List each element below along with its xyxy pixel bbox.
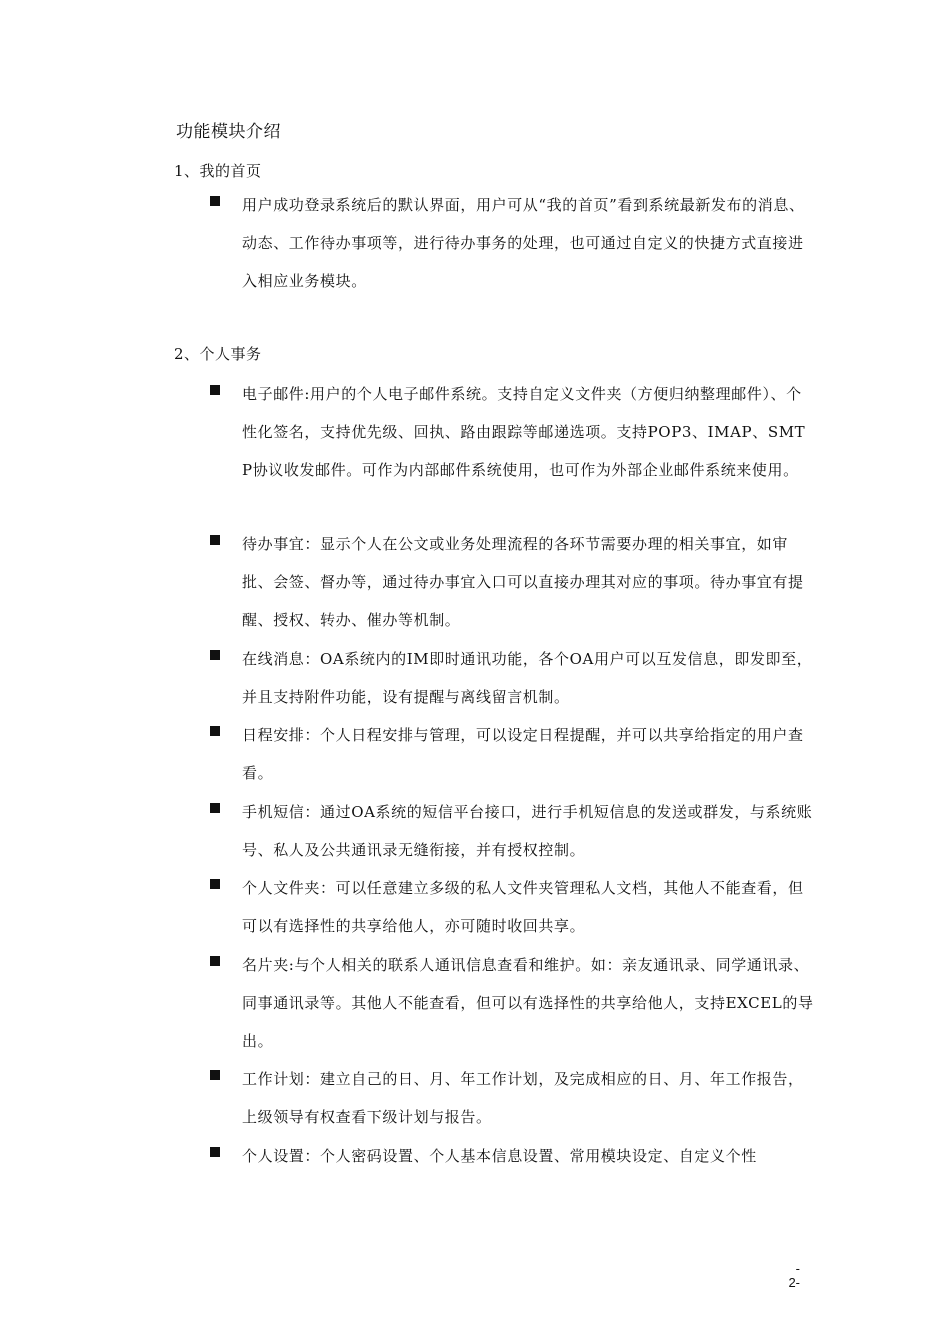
square-bullet-icon xyxy=(210,803,220,813)
list-item-text: 个人设置：个人密码设置、个人基本信息设置、常用模块设定、自定义个性 xyxy=(242,1147,757,1165)
list-item-personal-settings xyxy=(210,1137,810,1175)
list-item-text: 手机短信：通过OA系统的短信平台接口，进行手机短信息的发送或群发，与系统账号、私人及公共通讯录无缝衔接，并有授权控制。 xyxy=(242,803,813,859)
list-item-text: 用户成功登录系统后的默认界面，用户可从“我的首页”看到系统最新发布的消息、动态、工作待办事项等，进行待办事务的处理，也可通过自定义的快捷方式直接进入相应业务模块。 xyxy=(242,196,805,290)
list-item-text: 名片夹:与个人相关的联系人通讯信息查看和维护。如：亲友通讯录、同学通讯录、同事通讯录等。其他人不能查看，但可以有选择性的共享给他人，支持EXCEL的导出。 xyxy=(242,956,814,1050)
list-item-online-message xyxy=(210,640,813,716)
page-number: - 2- xyxy=(788,1261,800,1290)
square-bullet-icon xyxy=(210,385,220,395)
list-item-text: 电子邮件:用户的个人电子邮件系统。支持自定义文件夹（方便归纳整理邮件）、个性化签名，支持优先级、回执、路由跟踪等邮递选项。支持POP3、IMAP、SMTP协议收发邮件。可作为内部邮件系统使用，也可作为外部企业邮件系统来使用。 xyxy=(242,385,806,479)
square-bullet-icon xyxy=(210,879,220,889)
square-bullet-icon xyxy=(210,726,220,736)
list-item-text: 工作计划：建立自己的日、月、年工作计划，及完成相应的日、月、年工作报告，上级领导有权查看下级计划与报告。 xyxy=(242,1070,804,1126)
list-item-todo xyxy=(210,525,810,639)
square-bullet-icon xyxy=(210,1070,220,1080)
square-bullet-icon xyxy=(210,196,220,206)
square-bullet-icon xyxy=(210,535,220,545)
list-item-text: 个人文件夹：可以任意建立多级的私人文件夹管理私人文档，其他人不能查看，但可以有选择性的共享给他人，亦可随时收回共享。 xyxy=(242,879,804,935)
square-bullet-icon xyxy=(210,956,220,966)
document-title: 功能模块介绍 xyxy=(176,122,281,142)
section-heading-personal: 2、个人事务 xyxy=(174,345,262,363)
square-bullet-icon xyxy=(210,1147,220,1157)
section-heading-home: 1、我的首页 xyxy=(174,162,262,180)
list-item-text: 在线消息：OA系统内的IM即时通讯功能，各个OA用户可以互发信息，即发即至，并且支持附件功能，设有提醒与离线留言机制。 xyxy=(242,650,813,706)
square-bullet-icon xyxy=(210,650,220,660)
list-item-text: 日程安排：个人日程安排与管理，可以设定日程提醒，并可以共享给指定的用户查看。 xyxy=(242,726,804,782)
list-item-personal-folder xyxy=(210,869,810,945)
list-item-schedule xyxy=(210,716,810,792)
list-item-email xyxy=(210,375,810,489)
list-item-card-holder xyxy=(210,946,814,1060)
list-item-work-plan xyxy=(210,1060,810,1136)
list-item-home-page xyxy=(210,186,810,300)
list-item-text: 待办事宜：显示个人在公文或业务处理流程的各环节需要办理的相关事宜，如审批、会签、督办等，通过待办事宜入口可以直接办理其对应的事项。待办事宜有提醒、授权、转办、催办等机制。 xyxy=(242,535,804,629)
list-item-sms xyxy=(210,793,813,869)
